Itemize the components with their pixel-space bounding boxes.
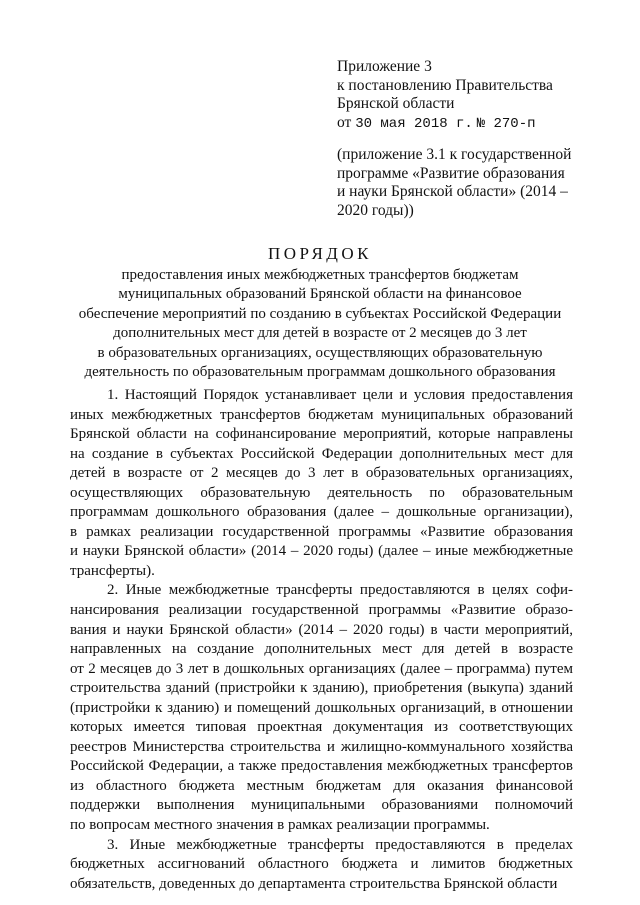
program-note-line: программе «Развитие образования bbox=[337, 164, 565, 182]
subtitle-line: предоставления иных межбюджетных трансфертов бюджетам bbox=[121, 267, 519, 283]
paragraph-3-line: бюджетных ассигнований областного бюджета и лимитов бюджетных bbox=[70, 856, 573, 873]
paragraph-2-line: реестров Министерства строительства и жилищно-коммунального хозяйства bbox=[70, 738, 573, 755]
paragraph-1-line: в рамках реализации государственной программы «Развитие образования bbox=[70, 523, 573, 540]
appendix-header bbox=[337, 58, 587, 133]
paragraph-3-line: 3. Иные межбюджетные трансферты предоставляются в пределах bbox=[107, 836, 573, 853]
paragraph-2-line: 2. Иные межбюджетные трансферты предоставляются в целях софи- bbox=[107, 582, 573, 599]
paragraph-1-line: детей в возрасте от 2 месяцев до 3 лет в образовательных организациях, bbox=[70, 465, 573, 482]
resolution-number: № 270-п bbox=[476, 115, 536, 132]
appendix-date-line bbox=[337, 114, 569, 134]
paragraph-1-line: 1. Настоящий Порядок устанавливает цели и условия предоставления bbox=[107, 387, 573, 403]
paragraph-3-line: обязательств, доведенных до департамента строительства Брянской области bbox=[70, 875, 558, 892]
paragraph-1-line: Брянской области на софинансирование мероприятий, которые направлены bbox=[70, 426, 573, 443]
paragraph-2-line: направленных на создание дополнительных мест для детей в возрасте bbox=[70, 641, 573, 658]
program-note-line: и науки Брянской области» (2014 – bbox=[337, 183, 568, 201]
paragraph-1-line: осуществляющих образовательную деятельность по образовательным bbox=[70, 484, 573, 501]
subtitle-line: муниципальных образований Брянской области на финансовое bbox=[118, 286, 522, 303]
paragraph-2-line: по вопросам местного значения в рамках реализации программы. bbox=[70, 817, 490, 834]
document-heading: ПОРЯДОК bbox=[268, 244, 372, 263]
subtitle-line: обеспечение мероприятий по созданию в субъектах Российской Федерации bbox=[78, 305, 562, 322]
program-note-line: 2020 годы)) bbox=[337, 201, 414, 219]
paragraph-2-line: Российской Федерации, а также предоставления межбюджетных трансфертов bbox=[70, 758, 573, 775]
program-note bbox=[337, 146, 587, 220]
paragraph-2-line: поддержки выполнения муниципальными образованиями полномочий bbox=[70, 797, 573, 814]
paragraph-2-line: из областного бюджета местным бюджетам для оказания финансовой bbox=[70, 777, 573, 794]
paragraph-2-line: строительства зданий (пристройки к зданию), приобретения (выкупа) зданий bbox=[70, 680, 573, 697]
paragraph-2-line: которых имеется типовая проектная документация из соответствующих bbox=[70, 719, 573, 736]
document-body bbox=[70, 386, 573, 894]
appendix-region: Брянской области bbox=[337, 95, 455, 113]
paragraph-1-line: трансферты). bbox=[70, 562, 155, 579]
date-prefix: от bbox=[337, 113, 352, 131]
appendix-title: Приложение 3 bbox=[337, 58, 432, 75]
paragraph-2-line: (пристройки к зданию) и помещений дошкольных организаций, в отношении bbox=[70, 699, 573, 716]
paragraph-2-line: вания и науки Брянской области» (2014 – 2020 годы) в части мероприятий, bbox=[70, 621, 573, 638]
paragraph-1-line: программам дошкольного образования (далее – дошкольные организации), bbox=[70, 504, 573, 521]
appendix-resolution: к постановлению Правительства bbox=[337, 76, 553, 94]
subtitle-line: деятельность по образовательным программам дошкольного образования bbox=[84, 364, 556, 381]
program-note-line: (приложение 3.1 к государственной bbox=[337, 146, 572, 163]
resolution-date: 30 мая 2018 г. bbox=[355, 115, 473, 132]
paragraph-2-line: от 2 месяцев до 3 лет в дошкольных организациях (далее – программа) путем bbox=[70, 660, 573, 677]
paragraph-2-line: нансирования реализации государственной программы «Развитие образо- bbox=[70, 602, 573, 619]
paragraph-1-line: иных межбюджетных трансфертов бюджетам муниципальных образований bbox=[70, 406, 573, 423]
subtitle-line: в образовательных организациях, осуществляющих образовательную bbox=[97, 344, 543, 361]
document-subtitle bbox=[60, 266, 580, 382]
subtitle-line: дополнительных мест для детей в возрасте от 2 месяцев до 3 лет bbox=[113, 325, 527, 342]
paragraph-1-line: на создание в субъектах Российской Федерации дополнительных мест для bbox=[70, 445, 573, 462]
paragraph-1-line: и науки Брянской области» (2014 – 2020 годы) (далее – иные межбюджетные bbox=[70, 543, 573, 560]
